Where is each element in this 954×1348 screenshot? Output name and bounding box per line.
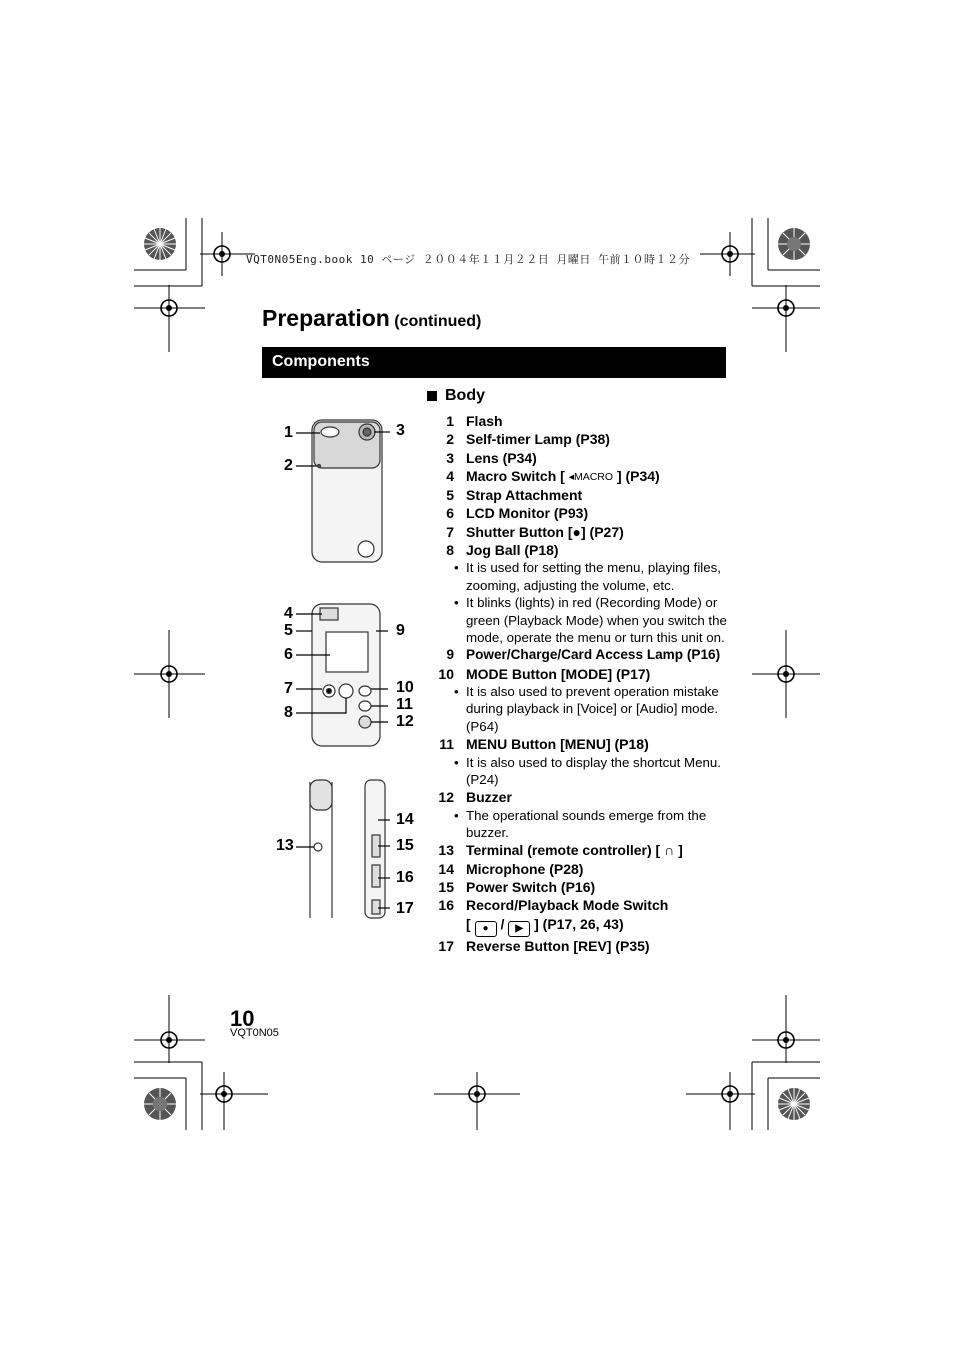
bullet-note: • It blinks (lights) in red (Recording Mode) or green (Playback Mode) when you switch the mode, operate the menu or turn this unit on. — [454, 595, 727, 645]
callout-15: 15 — [396, 837, 414, 854]
callout-12: 12 — [396, 713, 414, 730]
callout-1: 1 — [284, 424, 293, 441]
playback-mode-icon: ▶ — [508, 921, 530, 937]
page-title — [262, 305, 481, 332]
bullet-note: • It is used for setting the menu, playing files, zooming, adjusting the volume, etc. — [454, 560, 721, 593]
callout-11: 11 — [396, 696, 413, 713]
callout-9: 9 — [396, 622, 405, 639]
color-wheel-icon — [778, 1088, 810, 1120]
list-item: 15 Power Switch (P16) — [438, 879, 596, 896]
subsection-heading — [427, 387, 485, 405]
shutter-icon: ● — [572, 523, 581, 540]
list-item: 10 MODE Button [MODE] (P17) — [438, 665, 651, 682]
square-bullet-icon — [427, 391, 437, 401]
list-item: 7 Shutter Button [●] (P27) — [446, 523, 624, 540]
bullet-note: • It is also used to prevent operation mistake during playback in [Voice] or [Audio] mode. (P64) — [454, 684, 719, 734]
bullet-note: • It is also used to display the shortcut Menu. (P24) — [454, 754, 721, 787]
callout-13: 13 — [276, 837, 294, 854]
section-header: Components — [262, 347, 726, 378]
list-item: 3 Lens (P34) — [446, 449, 537, 466]
callout-17: 17 — [396, 900, 414, 917]
bullet-note: • The operational sounds emerge from the buzzer. — [454, 807, 707, 841]
list-item: 2 Self-timer Lamp (P38) — [446, 431, 610, 448]
callout-8: 8 — [284, 704, 293, 721]
list-item: 17 Reverse Button [REV] (P35) — [438, 937, 650, 954]
color-wheel-icon — [778, 228, 810, 260]
list-item: 8 Jog Ball (P18) — [446, 542, 559, 559]
model-code: VQT0N05 — [230, 1027, 279, 1039]
list-item: 14 Microphone (P28) — [438, 860, 584, 877]
list-item: 9 Power/Charge/Card Access Lamp (P16) — [446, 647, 721, 663]
color-wheel-icon — [144, 228, 176, 260]
callout-10: 10 — [396, 679, 414, 696]
callout-6: 6 — [284, 646, 293, 663]
list-item: 4 Macro Switch [ ◂MACRO ] (P34) — [446, 467, 660, 484]
callout-4: 4 — [284, 605, 293, 622]
list-item-continuation: [ ● / ▶ ] (P17, 26, 43) — [427, 915, 727, 937]
list-item: 1 Flash — [446, 413, 503, 429]
callout-14: 14 — [396, 811, 414, 828]
list-item: 11 MENU Button [MENU] (P18) — [439, 736, 649, 753]
component-list — [427, 412, 727, 955]
macro-icon: ◂MACRO — [568, 470, 614, 483]
list-item: 16 Record/Playback Mode Switch — [438, 897, 669, 914]
page-title-suffix: (continued) — [394, 313, 482, 330]
callout-5: 5 — [284, 622, 293, 639]
color-wheel-icon — [144, 1088, 176, 1120]
page-number: 10 — [230, 1006, 255, 1031]
print-header: VQT0N05Eng.book 10 ページ ２００４年１１月２２日 月曜日 午前１０時１２分 — [246, 253, 690, 266]
list-item: 13 Terminal (remote controller) [ ∩ ] — [438, 842, 683, 859]
camera-mode-icon: ● — [475, 921, 497, 937]
page-title-text: Preparation — [262, 305, 390, 331]
callout-16: 16 — [396, 869, 414, 886]
callout-7: 7 — [284, 680, 293, 697]
callout-2: 2 — [284, 457, 293, 474]
callout-3: 3 — [396, 422, 405, 439]
headphone-terminal-icon: ∩ — [664, 842, 675, 859]
list-item: 12 Buzzer — [438, 789, 512, 806]
list-item: 6 LCD Monitor (P93) — [446, 505, 589, 522]
list-item: 5 Strap Attachment — [446, 487, 583, 504]
subsection-title: Body — [445, 387, 485, 404]
